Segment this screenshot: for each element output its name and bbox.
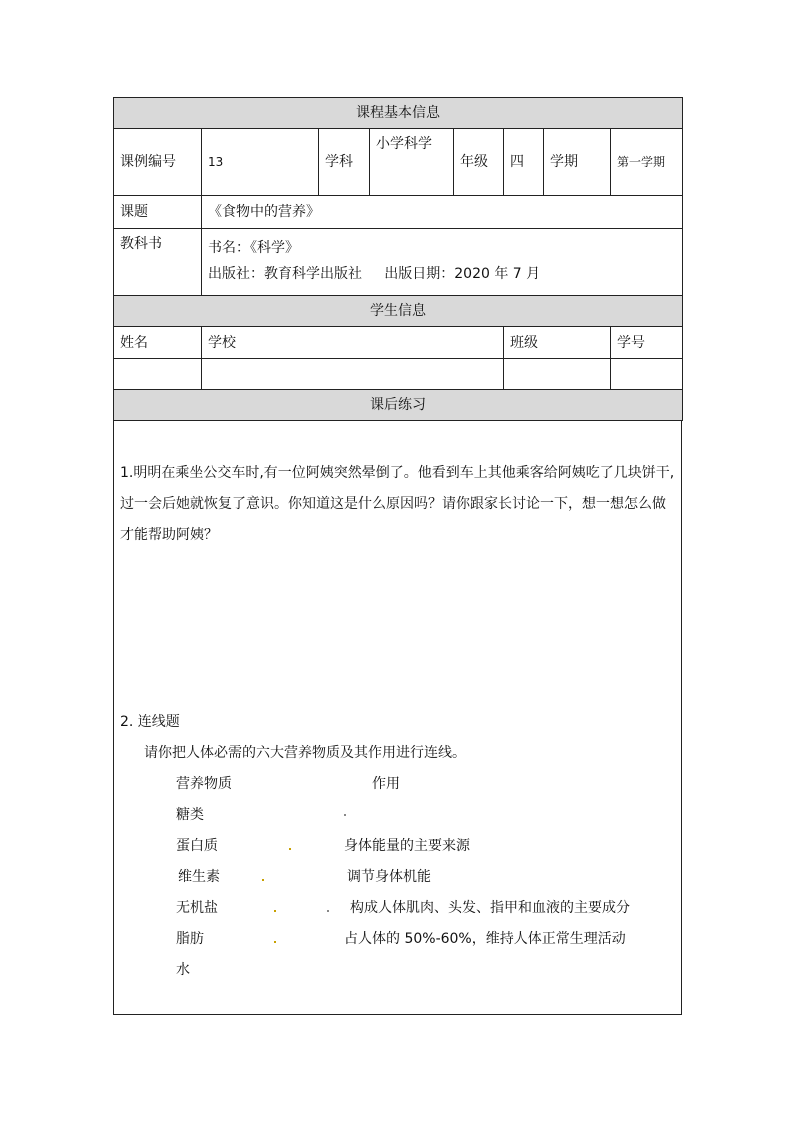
exercise-header: 课后练习 — [114, 390, 683, 421]
publisher-line — [208, 261, 676, 287]
dot-marker — [274, 941, 276, 943]
case-no-label: 课例编号 — [114, 129, 202, 196]
dot-marker — [289, 848, 291, 850]
dot-marker — [327, 910, 329, 912]
term-value: 第一学期 — [611, 129, 683, 196]
school-field[interactable] — [202, 359, 504, 390]
question-2-desc: 请你把人体必需的六大营养物质及其作用进行连线。 — [144, 745, 466, 761]
worksheet — [113, 97, 682, 1015]
textbook-info — [202, 229, 683, 296]
publisher: 出版社：教育科学出版社 — [208, 266, 362, 282]
question-1: 1.明明在乘坐公交车时,有一位阿姨突然晕倒了。他看到车上其他乘客给阿姨吃了几块饼干,过一会后她就恢复了意识。你知道这是什么原因吗？请你跟家长讨论一下，想一想怎么做才能帮助阿姨？ — [120, 465, 675, 543]
nutrient-item: 糖类 — [176, 807, 204, 823]
pub-date: 出版日期：2020 年 7 月 — [384, 266, 541, 282]
dot-marker — [262, 879, 264, 881]
nutrient-item: 无机盐 — [176, 900, 218, 916]
nutrient-item: 脂肪 — [176, 931, 204, 947]
name-field[interactable] — [114, 359, 202, 390]
term-label: 学期 — [544, 129, 611, 196]
function-item: 身体能量的主要来源 — [344, 838, 470, 854]
topic-label: 课题 — [114, 196, 202, 229]
subject-value: 小学科学 — [370, 129, 454, 196]
case-no-value: 13 — [202, 129, 319, 196]
student-info-header: 学生信息 — [114, 296, 683, 327]
course-info-table — [113, 97, 683, 421]
dot-marker — [344, 814, 346, 816]
nutrient-item: 水 — [176, 962, 190, 978]
dot-marker — [274, 910, 276, 912]
id-field[interactable] — [611, 359, 683, 390]
textbook-label: 教科书 — [114, 229, 202, 296]
grade-value: 四 — [504, 129, 544, 196]
function-item: 调节身体机能 — [347, 869, 431, 885]
id-label: 学号 — [611, 327, 683, 359]
subject-label: 学科 — [319, 129, 370, 196]
book-name: 书名：《科学》 — [208, 240, 299, 256]
function-item: 构成人体肌肉、头发、指甲和血液的主要成分 — [350, 900, 630, 916]
nutrient-item: 蛋白质 — [176, 838, 218, 854]
name-label: 姓名 — [114, 327, 202, 359]
question-2-title: 2. 连线题 — [120, 714, 180, 730]
nutrients-column-header: 营养物质 — [176, 776, 232, 792]
course-info-header: 课程基本信息 — [114, 98, 683, 129]
nutrient-item: 维生素 — [178, 869, 220, 885]
class-label: 班级 — [504, 327, 611, 359]
function-item: 占人体的 50%-60%，维持人体正常生理活动 — [344, 931, 626, 947]
topic-value: 《食物中的营养》 — [202, 196, 683, 229]
school-label: 学校 — [202, 327, 504, 359]
functions-column-header: 作用 — [372, 776, 400, 792]
grade-label: 年级 — [454, 129, 504, 196]
class-field[interactable] — [504, 359, 611, 390]
exercise-area — [113, 421, 682, 1015]
